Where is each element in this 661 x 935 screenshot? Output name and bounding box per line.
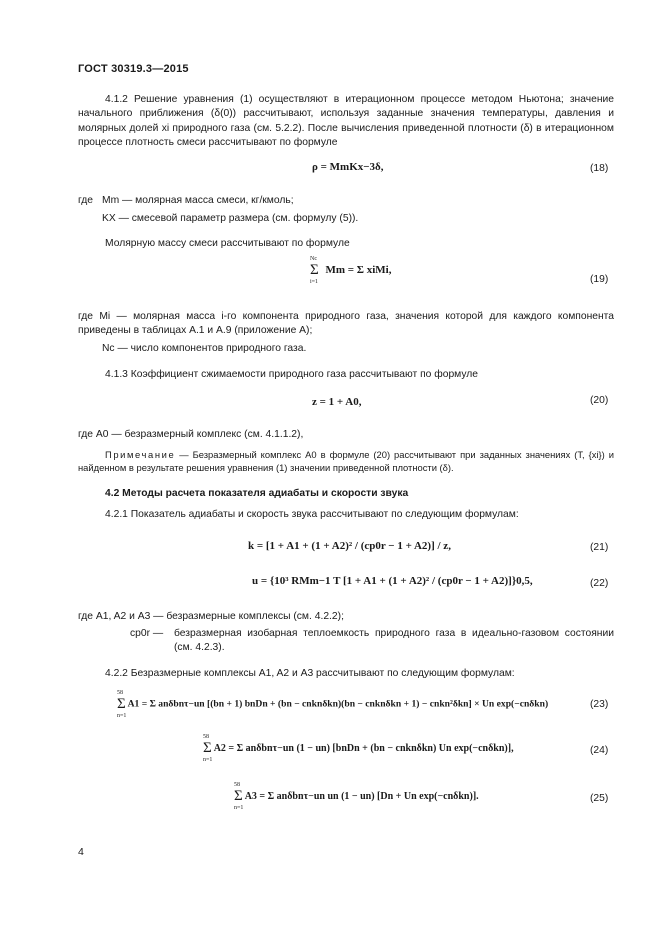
sum-lower-limit: n=1 — [117, 713, 127, 719]
equation-24-body: A2 = Σ anδbnτ−un (1 − un) [bnDn + (bn − cnknδkn) Un exp(−cnδkn)], — [213, 742, 514, 754]
sum-upper-limit: 58 — [117, 690, 123, 696]
paragraph-4-2-2: 4.2.2 Безразмерные комплексы A1, A2 и A3 рассчитывают по следующим формулам: — [105, 668, 515, 679]
where-mi: где Mi — молярная масса i-го компонента природного газа, значения которой для каждого компонента приведены в таблицах А.1 и А.9 (приложение А); — [78, 311, 614, 337]
paragraph-4-1-3: 4.1.3 Коэффициент сжимаемости природного газа рассчитывают по формуле — [105, 369, 479, 380]
where-kx: KX — смесевой параметр размера (см. формулу (5)). — [102, 213, 359, 224]
where-nc: Nc — число компонентов природного газа. — [102, 343, 307, 354]
sum-lower-limit: n=1 — [203, 757, 213, 763]
paragraph-4-1-2: 4.1.2 Решение уравнения (1) осуществляют в итерационном процессе методом Ньютона; значение начального приближения (δ(0)) рассчитывают, используя заданные значения температуры, давления и молярных долей xi природного газа (см. 5.2.2). После вычисления приведенной плотности (δ) в итерационном процессе плотность смеси рассчитывают по формуле — [78, 94, 614, 149]
note-text: — Безразмерный комплекс A0 в формуле (20) рассчитывают при заданных значениях (T, {xi}) и найденном в результате решения уравнения (1) значении приведенной плотности (δ). — [78, 449, 615, 473]
where-a0: где A0 — безразмерный комплекс (см. 4.1.1.2), — [78, 429, 304, 440]
equation-20-number: (20) — [590, 395, 609, 406]
equation-18: ρ = MmKx−3δ, — [312, 161, 384, 173]
summation-symbol: Σ 58 n=1 — [234, 782, 244, 811]
where-a-complexes: где A1, A2 и A3 — безразмерные комплексы (см. 4.2.2); — [78, 611, 344, 622]
page-number: 4 — [78, 846, 84, 858]
page-header: ГОСТ 30319.3—2015 — [78, 63, 189, 75]
sum-lower-limit: n=1 — [234, 805, 244, 811]
summation-symbol: Σ 58 n=1 — [203, 734, 213, 763]
section-4-2-heading: 4.2 Методы расчета показателя адиабаты и скорости звука — [105, 488, 409, 499]
equation-23-number: (23) — [590, 699, 609, 710]
molar-mass-intro: Молярную массу смеси рассчитывают по формуле — [105, 238, 350, 249]
where-mm: Mm — молярная масса смеси, кг/кмоль; — [102, 195, 294, 206]
equation-24 — [203, 734, 514, 763]
equation-19-number: (19) — [590, 274, 609, 285]
equation-23 — [117, 690, 579, 719]
sum-upper-limit: Nc — [310, 256, 317, 262]
equation-21-number: (21) — [590, 542, 609, 553]
equation-18-number: (18) — [590, 163, 609, 174]
note — [78, 448, 614, 474]
paragraph-4-2-1: 4.2.1 Показатель адиабаты и скорость звука рассчитывают по следующим формулам: — [105, 509, 519, 520]
equation-21: k = [1 + A1 + (1 + A2)² / (cp0r − 1 + A2)] / z, — [248, 540, 451, 552]
equation-20: z = 1 + A0, — [312, 396, 362, 408]
equation-19-body: Mm = Σ xiMi, — [325, 264, 392, 277]
where-lead: где — [78, 195, 94, 206]
summation-symbol: Σ Nc i=1 — [310, 256, 319, 285]
where-cp0r-text: безразмерная изобарная теплоемкость природного газа в идеально-газовом состоянии (см. 4.2.3). — [174, 628, 614, 654]
equation-22-number: (22) — [590, 578, 609, 589]
sum-upper-limit: 58 — [203, 734, 209, 740]
equation-24-number: (24) — [590, 745, 609, 756]
equation-19 — [310, 256, 392, 285]
equation-22: u = {10³ RMm−1 T [1 + A1 + (1 + A2)² / (cp0r − 1 + A2)]}0,5, — [252, 575, 533, 587]
equation-25 — [234, 782, 479, 811]
sum-lower-limit: i=1 — [310, 279, 319, 285]
equation-25-number: (25) — [590, 793, 609, 804]
where-cp0r-symbol: cp0r — — [130, 628, 164, 639]
summation-symbol: Σ 58 n=1 — [117, 690, 127, 719]
sum-upper-limit: 58 — [234, 782, 240, 788]
equation-25-body: A3 = Σ anδbnτ−un un (1 − un) [Dn + Un exp(−cnδkn)]. — [244, 790, 479, 802]
note-label: Примечание — [105, 449, 176, 460]
equation-23-body: A1 = Σ anδbnτ−un [(bn + 1) bnDn + (bn − cnknδkn)(bn − cnknδkn + 1) − cnkn²δkn] × Un exp(−cnδkn) — [127, 698, 549, 710]
